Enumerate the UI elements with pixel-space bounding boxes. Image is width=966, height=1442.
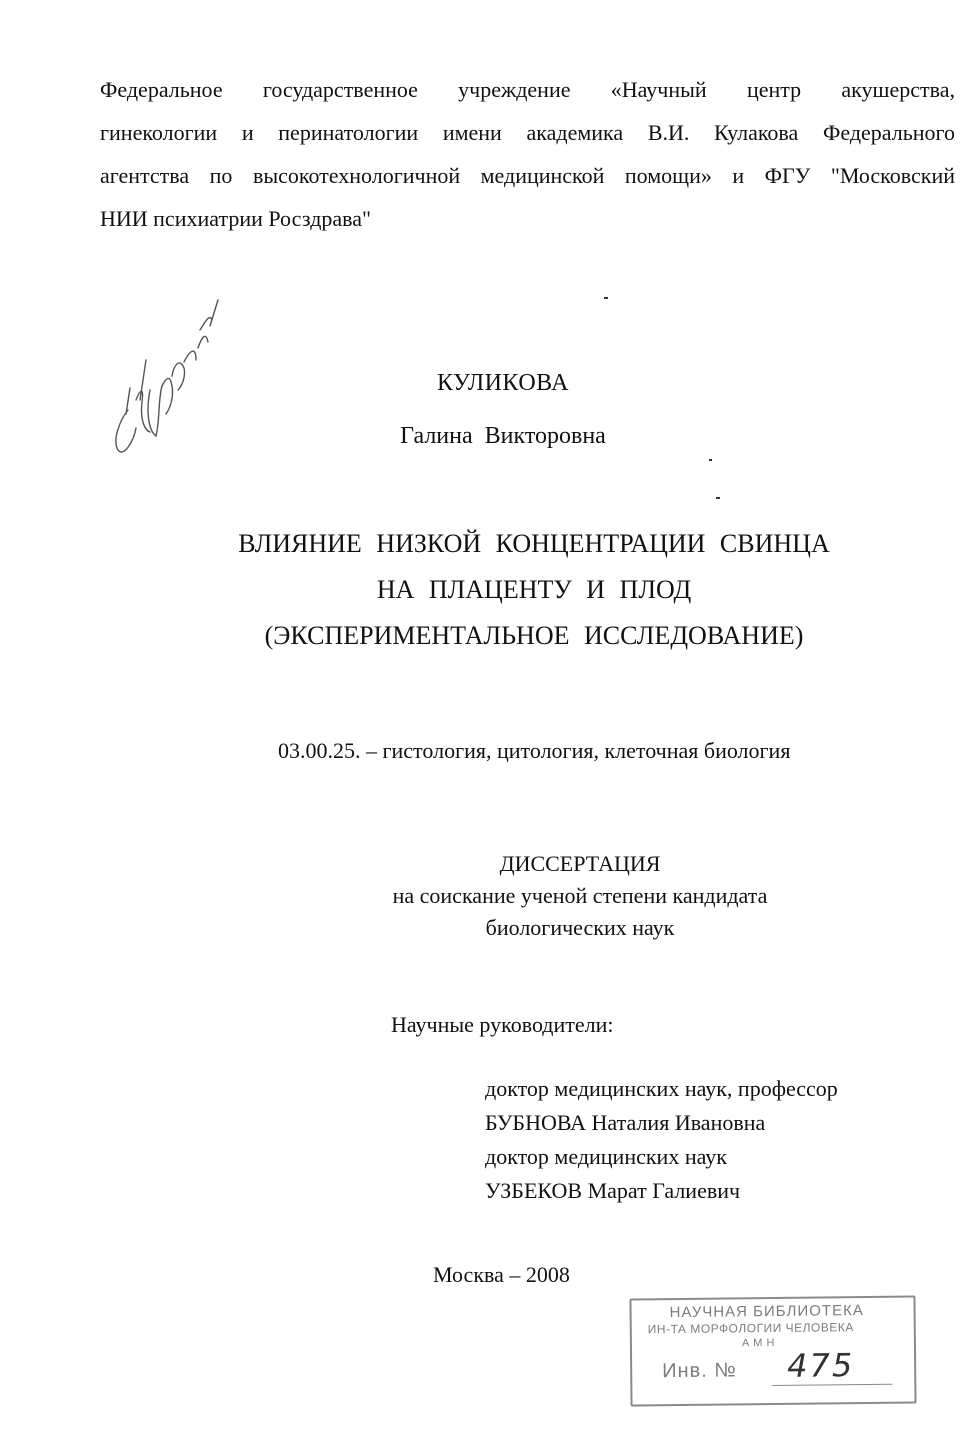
stamp-inventory-number: 475 bbox=[786, 1346, 855, 1385]
degree-line: на соискание ученой степени кандидата bbox=[392, 883, 768, 908]
stamp-line: АМН bbox=[741, 1336, 779, 1350]
supervisor-line: доктор медицинских наук bbox=[485, 1144, 727, 1169]
scan-speck bbox=[604, 297, 608, 299]
institution-line: агентства по высокотехнологичной медицинской помощи» и ФГУ "Московский bbox=[100, 163, 955, 188]
city-year: Москва – 2008 bbox=[433, 1262, 570, 1287]
degree-line: биологических наук bbox=[485, 915, 675, 940]
dissertation-title bbox=[0, 521, 966, 659]
dissertation-degree-block bbox=[0, 848, 966, 944]
stamp-line: НАУЧНАЯ БИБЛИОТЕКА bbox=[669, 1302, 864, 1322]
scan-speck bbox=[716, 497, 720, 499]
library-stamp bbox=[629, 1296, 916, 1407]
author-given-names: Галина Викторовна bbox=[400, 423, 606, 449]
dissertation-heading: ДИССЕРТАЦИЯ bbox=[499, 851, 661, 876]
scan-speck bbox=[709, 459, 712, 461]
stamp-line: ИН-ТА МОРФОЛОГИИ ЧЕЛОВЕКА bbox=[647, 1320, 854, 1337]
institution-line: НИИ психиатрии Росздрава" bbox=[100, 206, 372, 231]
institution-line: гинекологии и перинатологии имени академика В.И. Кулакова Федерального bbox=[100, 120, 955, 145]
supervisor-line: доктор медицинских наук, профессор bbox=[485, 1076, 838, 1101]
institution-name bbox=[100, 68, 955, 240]
supervisors-heading: Научные руководители: bbox=[391, 1012, 614, 1037]
supervisor-line: БУБНОВА Наталия Ивановна bbox=[485, 1110, 766, 1135]
title-line: НА ПЛАЦЕНТУ И ПЛОД bbox=[376, 575, 692, 604]
title-line: (ЭКСПЕРИМЕНТАЛЬНОЕ ИССЛЕДОВАНИЕ) bbox=[264, 621, 804, 650]
supervisors-list bbox=[485, 1072, 838, 1208]
specialty-code: 03.00.25. – гистология, цитология, клеточная биология bbox=[278, 738, 791, 763]
author-surname: КУЛИКОВА bbox=[437, 370, 569, 396]
supervisor-line: УЗБЕКОВ Марат Галиевич bbox=[485, 1178, 741, 1203]
title-line: ВЛИЯНИЕ НИЗКОЙ КОНЦЕНТРАЦИИ СВИНЦА bbox=[238, 529, 830, 558]
institution-line: Федеральное государственное учреждение «Научный центр акушерства, bbox=[100, 77, 955, 102]
stamp-underline bbox=[772, 1384, 892, 1386]
stamp-inventory-label: Инв. № bbox=[662, 1359, 737, 1383]
